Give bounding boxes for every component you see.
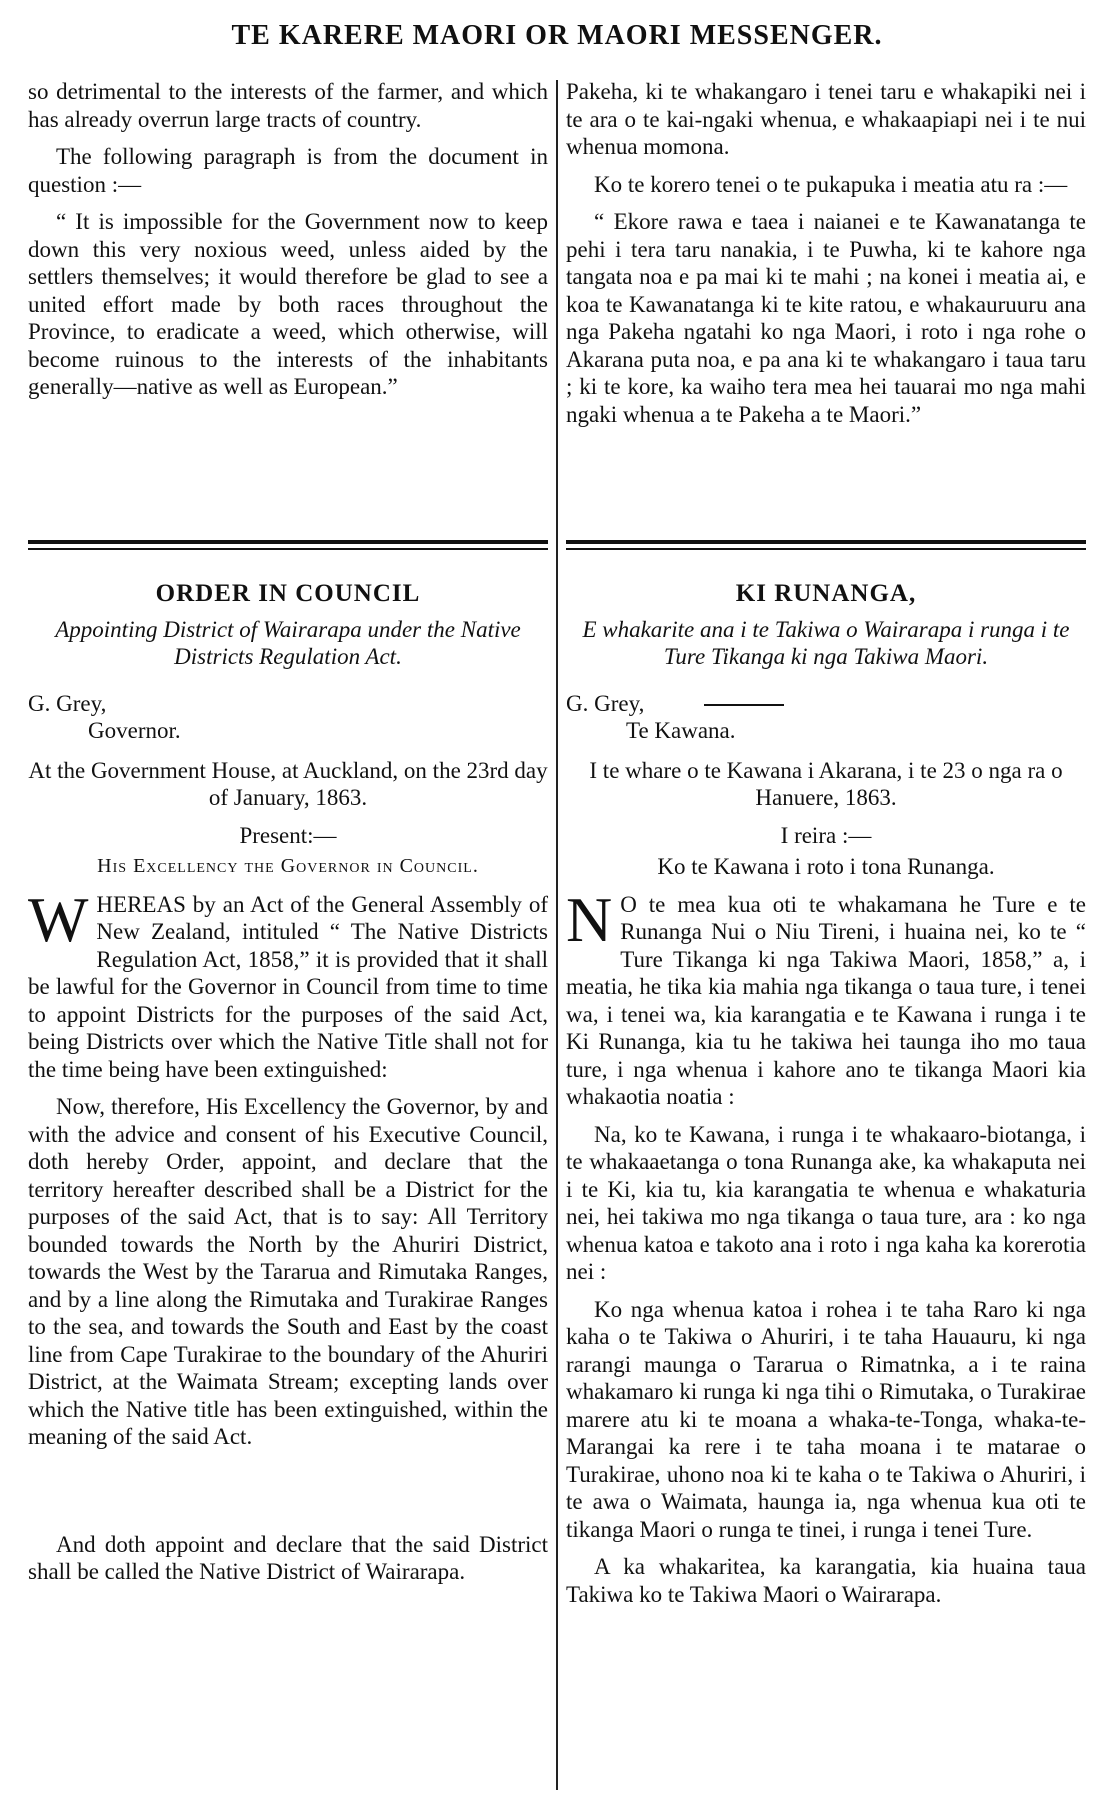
english-present-label: Present:— — [239, 822, 337, 848]
maori-present-label: I reira :— — [780, 822, 872, 848]
english-dropcap: W — [28, 883, 89, 955]
maori-whereas-paragraph — [566, 883, 1086, 1111]
maori-continuation: Pakeha, ki te whakangaro i tenei taru e whakapiki nei i te ara o te kai-ngaki whenua, e whakaapiapi nei i te nui whenua momona. — [566, 79, 1086, 159]
maori-dropcap: N — [566, 883, 613, 955]
maori-quote-paragraph: “ Ekore rawa e taea i naianei e te Kawanatanga te pehi i tera taru nanakia, i te Puwha, ki te kahore nga tangata noa e pa mai ki te mahi ; na konei i meatia ai, e koa te Kawanatanga ki te kite ratou, e whakauruuru ana nga Pakeha ngatahi ko nga Maori, i roto i nga rohe o Akarana puta noa, e pa ana ki te whakangaro i taua taru ; ki te kore, ka waiho tera mea hei tauarai mo nga mahi ngaki whenua a te Pakeha a te Maori.” — [566, 209, 1086, 427]
english-place-date: At the Government House, at Auckland, on the 23rd day of January, 1863. — [28, 757, 548, 810]
maori-order-title: KI RUNANGA, — [735, 580, 917, 607]
column-divider — [556, 80, 558, 1790]
english-continuation: so detrimental to the interests of the farmer, and which has already overrun large tracts of country. — [28, 79, 548, 132]
section-rule-right-thin — [566, 548, 1086, 550]
english-now-paragraph: Now, therefore, His Excellency the Governor, by and with the advice and consent of his Executive Council, doth hereby Order, appoint, and declare that the territory hereafter described shall be a District for the purposes of the said Act, that is to say: All Territory bounded towards the North by the Ahuriri District, towards the West by the Tararua and Rimutaka Ranges, and by a line along the Rimutaka and Turakirae Ranges to the sea, and towards the South and East by the coast line from Cape Turakirae to the boundary of the Ahuriri District, at the Waimata Stream; excepting lands over which the Native title has been extinguished, within the meaning of the said Act. — [28, 1094, 548, 1449]
maori-signature-line — [566, 690, 1086, 718]
english-final-paragraph: And doth appoint and declare that the said District shall be called the Native District of Wairarapa. — [28, 1531, 548, 1584]
maori-signature-name: G. Grey, — [566, 690, 645, 716]
maori-bounds-paragraph: Ko nga whenua katoa i rohea i te taha Raro ki nga kaha o te Takiwa o Ahuriri, i te taha Hauauru, ki nga rarangi maunga o Tararua o Rimatnka, a i te raina whakamaro ki runga ki nga tihi o Rimutaka, o Turakirae marere atu ki te moana a whaka-te-Tonga, whaka-te-Marangai ka rere i te taha moana i te matarae o Turakirae, uhono noa ki te kaha o te Takiwa o Ahuriri, i te awa o Waimata, haunga ia, nga whenua kua oti te tikanga Maori o runga te tinei, i runga i tenei Ture. — [566, 1296, 1086, 1542]
maori-order-column — [566, 580, 1086, 1618]
english-order-column — [28, 580, 548, 1596]
maori-intro-paragraph: Ko te korero tenei o te pukapuka i meatia atu ra :— — [594, 171, 1068, 197]
english-signature-name: G. Grey, — [28, 690, 107, 716]
masthead-title: TE KARERE MAORI OR MAORI MESSENGER. — [231, 20, 883, 51]
maori-place-date: I te whare o te Kawana i Akarana, i te 23 o nga ra o Hanuere, 1863. — [589, 757, 1063, 810]
signature-dash — [704, 704, 784, 706]
maori-column-top — [566, 78, 1086, 438]
english-column-top — [28, 78, 548, 411]
english-order-title: ORDER IN COUNCIL — [155, 580, 421, 607]
english-council-line: His Excellency the Governor in Council. — [97, 855, 479, 877]
english-order-subtitle: Appointing District of Wairarapa under the Native Districts Regulation Act. — [55, 616, 521, 669]
maori-order-subtitle: E whakarite ana i te Takiwa o Wairarapa i runga i te Ture Tikanga ki nga Takiwa Maori. — [582, 616, 1070, 669]
english-whereas-text: HEREAS by an Act of the General Assembly of New Zealand, intituled “ The Native Districts Regulation Act, 1858,” it is provided that it shall be lawful for the Governor in Council from time to time to appoint Districts for the purposes of the said Act, being Districts over which the Native Title shall not for the time being have been extinguished: — [28, 891, 548, 1082]
english-quote-paragraph: “ It is impossible for the Government now to keep down this very noxious weed, unless aided by the settlers themselves; it would therefore be glad to see a united effort made by both races throughout the Province, to eradicate a weed, which otherwise, will become ruinous to the interests of the inhabitants generally—native as well as European.” — [28, 209, 548, 399]
maori-whereas-text: O te mea kua oti te whakamana he Ture e te Runanga Nui o Niu Tireni, i huaina nei, ko te “ Ture Tikanga ki nga Takiwa Maori, 1858,” a, i meatia, he tika kia mahia nga tikanga o taua ture, i tenei wa, i tenei wa, kia karangatia e te Kawana i runga i te Ki Runanga, kia tu he takiwa hei taunga iho mo taua ture, i nga whenua i kahore ano te tikanga Maori kia whakaotia noatia : — [566, 891, 1086, 1109]
section-rule-left-thick — [28, 540, 548, 544]
section-rule-left-thin — [28, 548, 548, 550]
section-rule-right-thick — [566, 540, 1086, 544]
maori-council-line: Ko te Kawana i roto i tona Runanga. — [657, 854, 995, 879]
english-signature-title: Governor. — [88, 718, 181, 743]
english-whereas-paragraph — [28, 883, 548, 1084]
maori-now-paragraph: Na, ko te Kawana, i runga i te whakaaro-biotanga, i te whakaaetanga o tona Runanga ake, ka whakaputa nei i te Ki, kia tu, kia karangatia te whenua e whakaturia nei, hei takiwa mo nga tikanga o taua ture, ara : ko nga whenua katoa e takoto ana i roto i nga kaha ka korerotia nei : — [566, 1121, 1086, 1284]
maori-signature-title: Te Kawana. — [626, 718, 736, 743]
maori-final-paragraph: A ka whakaritea, ka karangatia, kia huaina taua Takiwa ko te Takiwa Maori o Wairarapa. — [566, 1554, 1086, 1607]
english-intro-paragraph: The following paragraph is from the document in question :— — [28, 144, 548, 197]
